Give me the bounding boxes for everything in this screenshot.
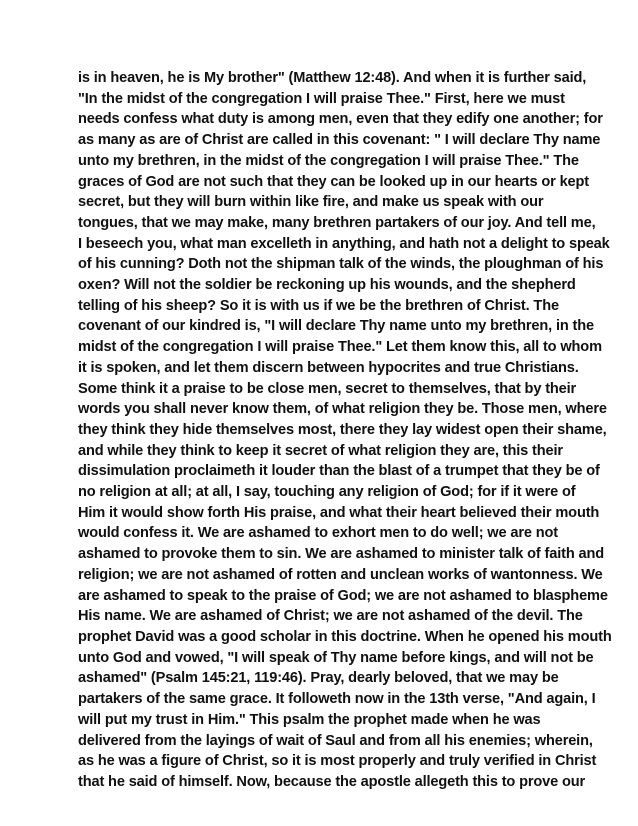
text-line: prophet David was a good scholar in this doctrine. When he opened his mouth [78,628,612,645]
text-line: and while they think to keep it secret of what religion they are, this their [78,442,563,459]
text-line: religion; we are not ashamed of rotten and unclean works of wantonness. We [78,566,603,583]
text-line: as he was a figure of Christ, so it is most properly and truly verified in Christ [78,753,597,770]
text-line: dissimulation proclaimeth it louder than the blast of a trumpet that they be of [78,463,600,480]
text-line: oxen? Will not the soldier be reckoning up his wounds, and the shepherd [78,277,576,294]
text-line: of his cunning? Doth not the shipman talk of the winds, the ploughman of his [78,256,604,273]
text-line: covenant of our kindred is, "I will declare Thy name unto my brethren, in the [78,318,594,335]
text-line: would confess it. We are ashamed to exhort men to do well; we are not [78,525,558,542]
text-line: unto God and vowed, "I will speak of Thy name before kings, and will not be [78,649,594,666]
text-line: telling of his sheep? So it is with us if we be the brethren of Christ. The [78,297,559,314]
text-line: ashamed to provoke them to sin. We are ashamed to minister talk of faith and [78,546,604,563]
text-line: that he said of himself. Now, because the apostle allegeth this to prove our [78,773,586,790]
text-line: Some think it a praise to be close men, secret to themselves, that by their [78,380,577,397]
text-line: Him it would show forth His praise, and what their heart believed their mouth [78,504,600,521]
text-line: ashamed" (Psalm 145:21, 119:46). Pray, dearly beloved, that we may be [78,670,559,687]
text-line: I beseech you, what man excelleth in anything, and hath not a delight to speak [78,235,610,252]
text-line: tongues, that we may make, many brethren partakers of our joy. And tell me, [78,214,596,231]
text-line: will put my trust in Him." This psalm the prophet made when he was [78,711,541,728]
text-line: secret, but they will burn within like fire, and make us speak with our [78,194,544,211]
text-line: His name. We are ashamed of Christ; we are not ashamed of the devil. The [78,608,583,625]
text-line: unto my brethren, in the midst of the congregation I will praise Thee." The [78,152,579,169]
text-line: delivered from the layings of wait of Saul and from all his enemies; wherein, [78,732,593,749]
text-line: it is spoken, and let them discern between hypocrites and true Christians. [78,359,579,376]
text-line: needs confess what duty is among men, even that they edify one another; for [78,111,603,128]
text-line: they think they hide themselves most, there they lay widest open their shame, [78,421,607,438]
text-line: partakers of the same grace. It followeth now in the 13th verse, "And again, I [78,691,596,708]
text-line: midst of the congregation I will praise Thee." Let them know this, all to whom [78,339,602,356]
text-line: words you shall never know them, of what religion they be. Those men, where [78,401,607,418]
text-line: as many as are of Christ are called in this covenant: " I will declare Thy name [78,132,601,149]
text-line: "In the midst of the congregation I will praise Thee." First, here we must [78,90,565,107]
body-text [78,68,612,793]
text-line: is in heaven, he is My brother" (Matthew 12:48). And when it is further said, [78,70,587,86]
text-line: no religion at all; at all, I say, touching any religion of God; for if it were of [78,484,576,501]
text-line: are ashamed to speak to the praise of God; we are not ashamed to blaspheme [78,587,608,604]
text-line: graces of God are not such that they can be looked up in our hearts or kept [78,173,589,190]
